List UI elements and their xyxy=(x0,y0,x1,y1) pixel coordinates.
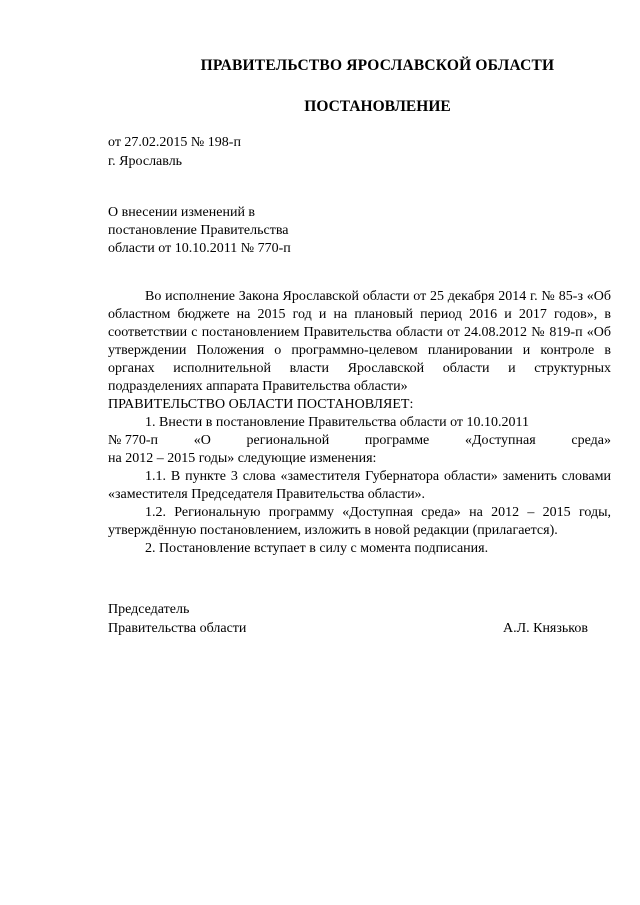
subject-line-2: постановление Правительства xyxy=(108,223,289,238)
government-title: ПРАВИТЕЛЬСТВО ЯРОСЛАВСКОЙ ОБЛАСТИ xyxy=(200,57,555,74)
item-1-word: региональной xyxy=(246,433,330,448)
subject-line-1: О внесении изменений в xyxy=(108,205,256,220)
signatory-name: А.Л. Князьков xyxy=(503,621,588,636)
item-1-word: среда» xyxy=(571,433,611,448)
date-number: от 27.02.2015 № 198-п xyxy=(108,135,241,150)
resolves-statement: ПРАВИТЕЛЬСТВО ОБЛАСТИ ПОСТАНОВЛЯЕТ: xyxy=(108,397,414,412)
item-1-line-3: на 2012 – 2015 годы» следующие изменения: xyxy=(108,451,377,466)
item-1-word: «Доступная xyxy=(464,433,536,448)
signatory-title-line-2: Правительства области xyxy=(108,621,247,636)
item-1-2: 1.2. Региональную программу «Доступная среда» на 2012 – 2015 годы, утверждённую постановлением, изложить в новой редакции (прилагается). xyxy=(108,505,611,538)
item-1-line-1: 1. Внести в постановление Правительства области от 10.10.2011 xyxy=(145,415,530,430)
item-1-word: программе xyxy=(364,433,430,448)
document-meta xyxy=(108,133,241,171)
subject-line-3: области от 10.10.2011 № 770-п xyxy=(108,241,291,256)
item-1-line-2 xyxy=(108,432,611,450)
item-2: 2. Постановление вступает в силу с момента подписания. xyxy=(145,541,489,556)
document-subject xyxy=(108,204,291,258)
preamble-paragraph: Во исполнение Закона Ярославской области от 25 декабря 2014 г. № 85-з «Об областном бюджете на 2015 год и на плановый период 2016 и 2017 годов», в соответствии с постановлением Правительства области от 24.08.2012 № 819-п «Об утверждении Положения о программно-целевом планировании и контроле в органах исполнительной власти Ярославской области и структурных подразделениях аппарата Правительства области» xyxy=(108,289,611,394)
city: г. Ярославль xyxy=(108,154,183,169)
signature-block xyxy=(108,600,588,638)
document-type: ПОСТАНОВЛЕНИЕ xyxy=(304,98,451,115)
document-body xyxy=(108,288,611,558)
item-1-1: 1.1. В пункте 3 слова «заместителя Губернатора области» заменить словами «заместителя Председателя Правительства области». xyxy=(108,469,611,502)
item-1-word: № 770-п xyxy=(108,433,159,448)
signature-row xyxy=(108,619,588,638)
signatory-title-line-1: Председатель xyxy=(108,602,190,617)
item-1-word: «О xyxy=(193,433,211,448)
